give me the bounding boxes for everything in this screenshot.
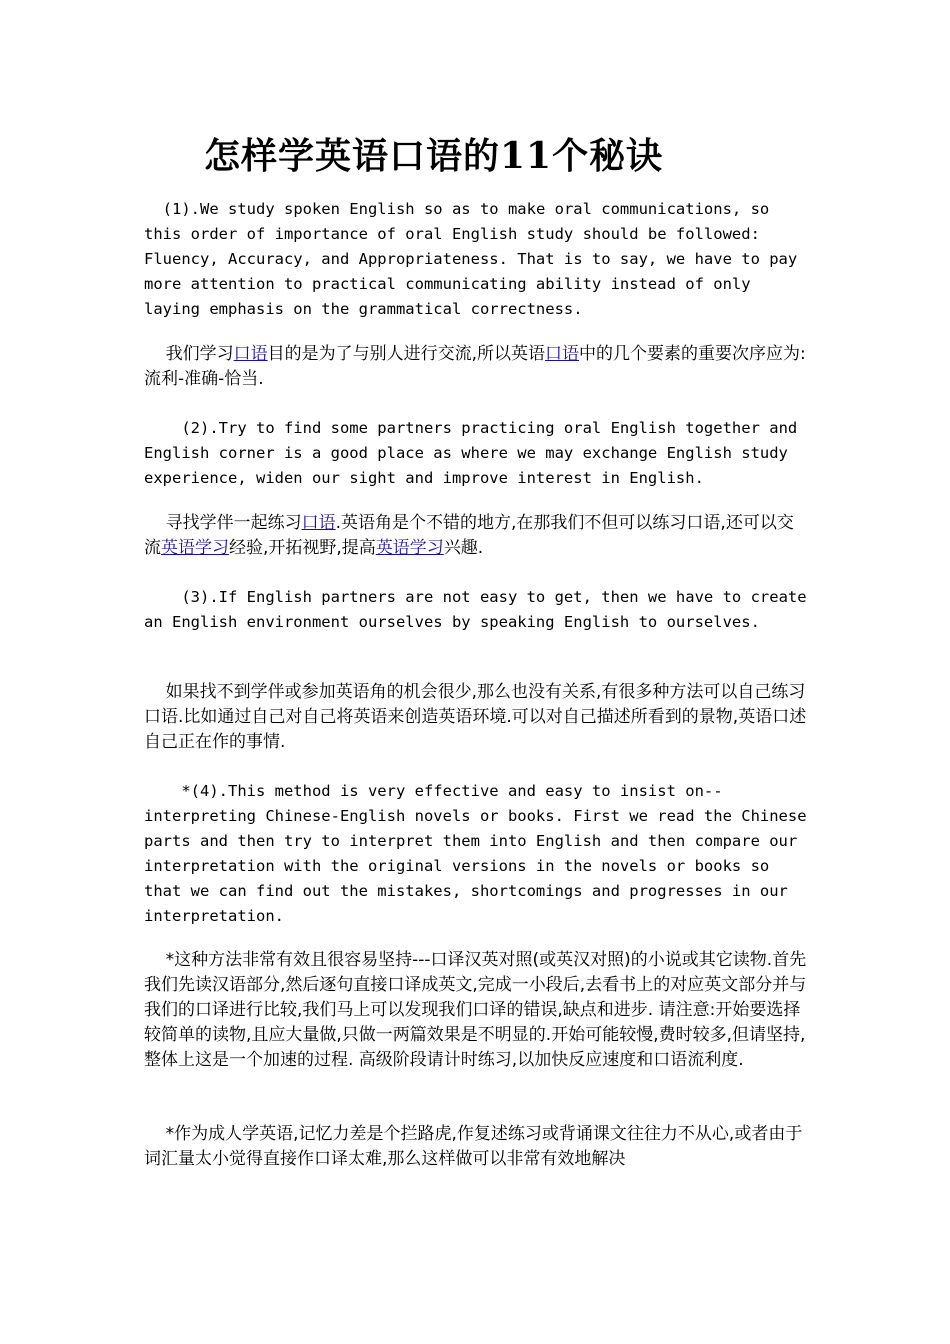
paragraph-4-chinese: *这种方法非常有效且很容易坚持---口译汉英对照(或英汉对照)的小说或其它读物.首先我们先读汉语部分,然后逐句直接口译成英文,完成一小段后,去看书上的对应英文部分并与我们的口译进行比较,我们马上可以发现我们口译的错误,缺点和进步. 请注意:开始要选择较简单的读物,且应大量做,只做一两篇效果是不明显的.开始可能较慢,费时较多,但请坚持,整体上这是一个加速的过程. 高级阶段请计时练习,以加快反应速度和口语流利度.: [144, 950, 807, 1070]
paragraph-3-english: (3).If English partners are not easy to get, then we have to create an English environment ourselves by speaking English to ourselves.: [144, 588, 816, 631]
paragraph-2-chinese: [144, 511, 809, 561]
text-segment: 兴趣.: [443, 538, 484, 558]
paragraph-1-chinese: [144, 342, 809, 392]
link-english-study[interactable]: 英语学习: [161, 538, 229, 558]
paragraph-5-chinese: *作为成人学英语,记忆力差是个拦路虎,作复述练习或背诵课文往往力不从心,或者由于词汇量太小觉得直接作口译太难,那么这样做可以非常有效地解决: [144, 1124, 803, 1169]
text-segment: .英语角是个不错的地方,在那我们不但可以练习口语,还可以交流: [144, 513, 794, 558]
link-english-study[interactable]: 英语学习: [375, 538, 444, 558]
text-segment: 中的几个要素的重要次序应为:流利-准确-恰当.: [144, 344, 806, 389]
paragraph-3-chinese: 如果找不到学伴或参加英语角的机会很少,那么也没有关系,有很多种方法可以自己练习口语.比如通过自己对自己将英语来创造英语环境.可以对自己描述所看到的景物,英语口述自己正在作的事情.: [144, 682, 807, 752]
text-segment: 寻找学伴一起练习: [144, 513, 302, 533]
paragraph-4-english: *(4).This method is very effective and easy to insist on--interpreting Chinese-English novels or books. First we read the Chinese parts and then try to interpret them into English and then compare our interpretation with the original versions in the novels or books so that we can find out the mistakes, shortcomings and progresses in our interpretation.: [144, 782, 816, 925]
link-spoken-english[interactable]: 口语: [233, 344, 268, 364]
text-segment: 我们学习: [144, 344, 234, 364]
text-segment: 经验,开拓视野,提高: [229, 538, 376, 558]
link-spoken-english[interactable]: 口语: [301, 513, 336, 533]
paragraph-1-english: (1).We study spoken English so as to make oral communications, so this order of importance of oral English study should be followed: Fluency, Accuracy, and Appropriateness. That is to say, we have to pay more attention to practical communicating ability instead of only laying emphasis on the grammatical correctness.: [144, 200, 807, 318]
paragraph-2-english: (2).Try to find some partners practicing oral English together and English corner is a good place as where we may exchange English study experience, widen our sight and improve interest in English.: [144, 419, 807, 487]
link-spoken-english[interactable]: 口语: [545, 344, 580, 364]
document-title: 怎样学英语口语的11个秘诀: [204, 135, 664, 177]
text-segment: 目的是为了与别人进行交流,所以英语: [267, 344, 546, 364]
